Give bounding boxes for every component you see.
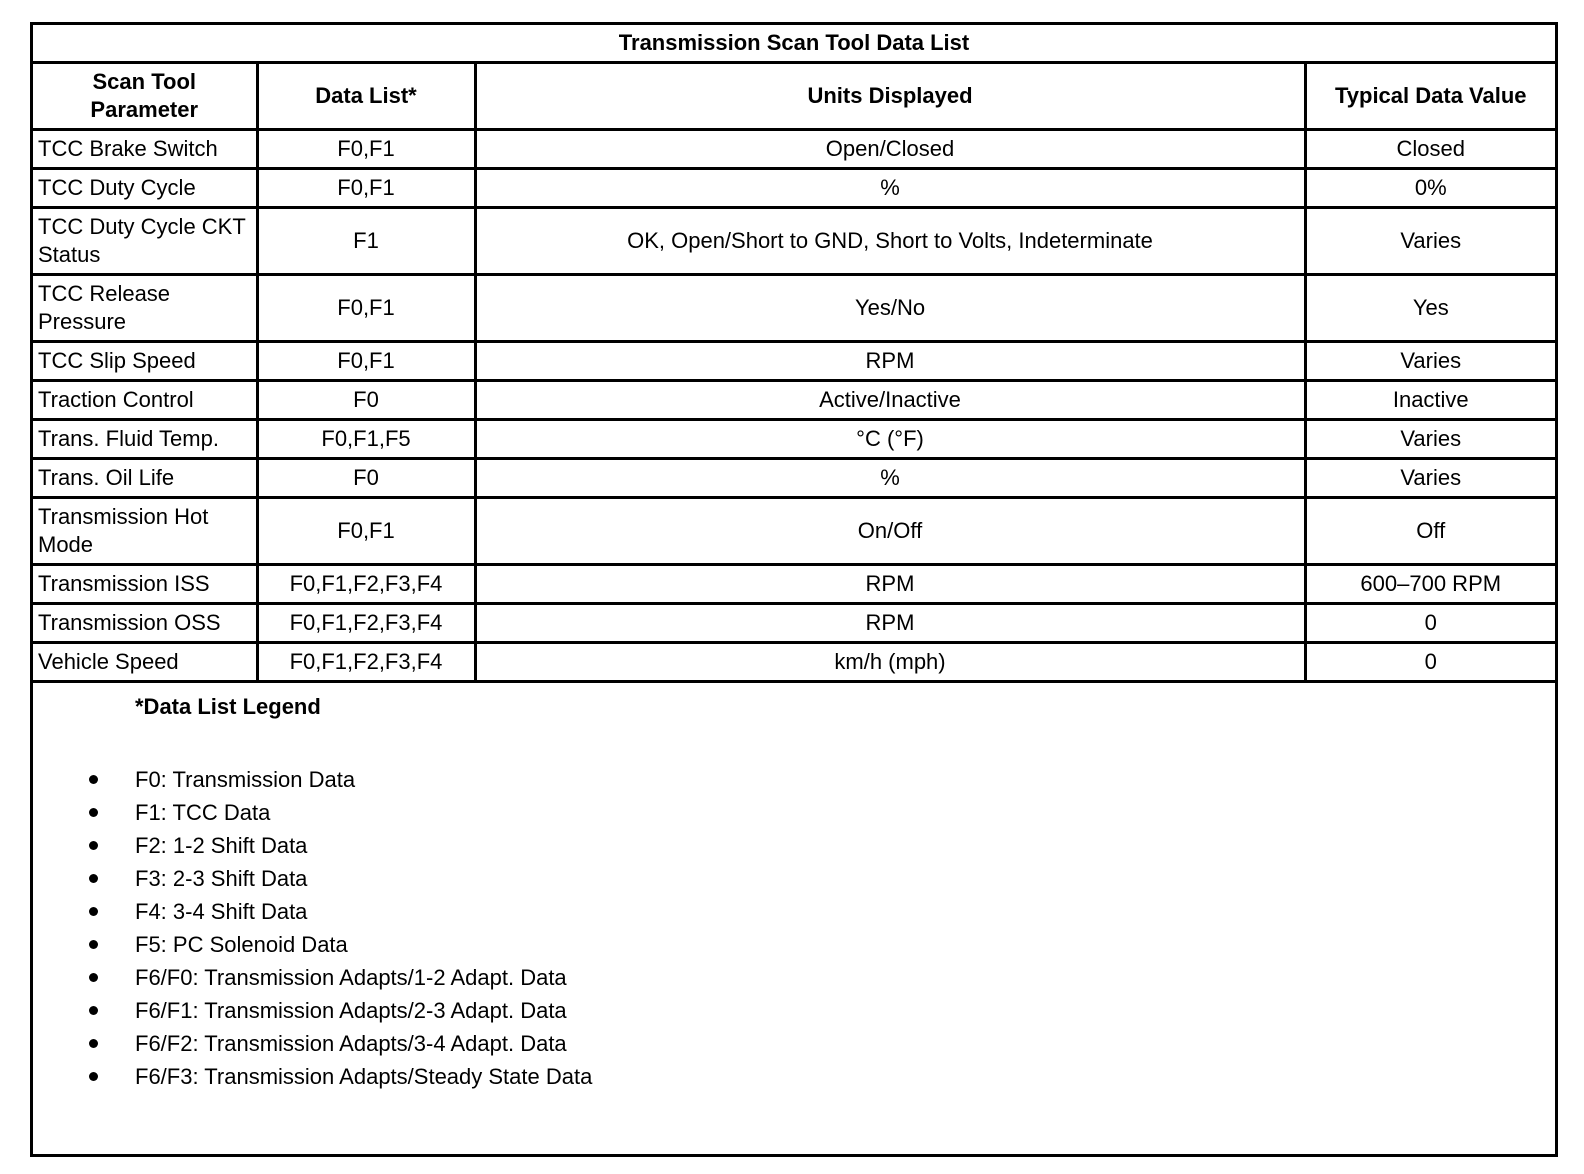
units-cell: km/h (mph) [475,643,1305,682]
param-cell: Transmission Hot Mode [33,498,257,565]
scan-tool-data-table [33,25,1555,683]
legend-item-text: F0: Transmission Data [135,767,356,792]
list-item [33,796,1555,829]
legend-item-text: F4: 3-4 Shift Data [135,899,308,924]
data-list-cell: F0,F1,F2,F3,F4 [257,565,475,604]
bullet-icon [89,1072,98,1081]
header-data-list: Data List* [257,63,475,130]
data-list-cell: F1 [257,208,475,275]
table-row [33,565,1555,604]
table-row [33,275,1555,342]
legend-item-text: F1: TCC Data [135,800,271,825]
table-title: Transmission Scan Tool Data List [33,25,1555,63]
bullet-icon [89,973,98,982]
data-list-cell: F0,F1 [257,169,475,208]
bullet-icon [89,1006,98,1015]
list-item [33,829,1555,862]
units-cell: OK, Open/Short to GND, Short to Volts, Indeterminate [475,208,1305,275]
table-row [33,604,1555,643]
legend-item-text: F6/F0: Transmission Adapts/1-2 Adapt. Data [135,965,567,990]
list-item [33,862,1555,895]
header-parameter: Scan Tool Parameter [33,63,257,130]
bullet-icon [89,940,98,949]
legend-list [33,763,1555,1093]
units-cell: % [475,459,1305,498]
table-row [33,208,1555,275]
param-cell: TCC Duty Cycle [33,169,257,208]
legend-title: *Data List Legend [135,694,321,719]
table-row [33,498,1555,565]
units-cell: °C (°F) [475,420,1305,459]
units-cell: RPM [475,342,1305,381]
units-cell: RPM [475,604,1305,643]
bullet-icon [89,907,98,916]
table-row [33,459,1555,498]
bullet-icon [89,841,98,850]
param-cell: Vehicle Speed [33,643,257,682]
param-cell: TCC Slip Speed [33,342,257,381]
table-row [33,381,1555,420]
units-cell: Yes/No [475,275,1305,342]
header-typical-value: Typical Data Value [1305,63,1555,130]
data-list-cell: F0,F1 [257,498,475,565]
typical-value-cell: 0% [1305,169,1555,208]
table-row [33,130,1555,169]
data-list-cell: F0,F1 [257,130,475,169]
units-cell: Active/Inactive [475,381,1305,420]
param-cell: Transmission ISS [33,565,257,604]
typical-value-cell: Varies [1305,459,1555,498]
units-cell: Open/Closed [475,130,1305,169]
legend-item-text: F6/F1: Transmission Adapts/2-3 Adapt. Data [135,998,567,1023]
typical-value-cell: Inactive [1305,381,1555,420]
typical-value-cell: Varies [1305,342,1555,381]
data-list-legend [33,683,1555,1093]
legend-item-text: F6/F3: Transmission Adapts/Steady State Data [135,1064,593,1089]
list-item [33,1027,1555,1060]
typical-value-cell: Varies [1305,208,1555,275]
list-item [33,994,1555,1027]
bullet-icon [89,775,98,784]
param-cell: Trans. Fluid Temp. [33,420,257,459]
param-cell: Transmission OSS [33,604,257,643]
param-cell: TCC Duty Cycle CKT Status [33,208,257,275]
typical-value-cell: Closed [1305,130,1555,169]
bullet-icon [89,808,98,817]
typical-value-cell: Varies [1305,420,1555,459]
legend-item-text: F2: 1-2 Shift Data [135,833,308,858]
bullet-icon [89,874,98,883]
param-cell: TCC Brake Switch [33,130,257,169]
typical-value-cell: Off [1305,498,1555,565]
param-cell: Trans. Oil Life [33,459,257,498]
data-list-cell: F0,F1,F5 [257,420,475,459]
data-list-cell: F0 [257,459,475,498]
table-row [33,342,1555,381]
typical-value-cell: Yes [1305,275,1555,342]
legend-item-text: F3: 2-3 Shift Data [135,866,308,891]
list-item [33,763,1555,796]
bullet-icon [89,1039,98,1048]
data-list-cell: F0,F1 [257,275,475,342]
units-cell: On/Off [475,498,1305,565]
param-cell: Traction Control [33,381,257,420]
legend-item-text: F5: PC Solenoid Data [135,932,348,957]
list-item [33,928,1555,961]
table-row [33,169,1555,208]
table-row [33,643,1555,682]
list-item [33,1060,1555,1093]
typical-value-cell: 0 [1305,643,1555,682]
data-list-cell: F0,F1 [257,342,475,381]
data-list-cell: F0,F1,F2,F3,F4 [257,604,475,643]
typical-value-cell: 600–700 RPM [1305,565,1555,604]
data-list-cell: F0,F1,F2,F3,F4 [257,643,475,682]
units-cell: % [475,169,1305,208]
table-row [33,420,1555,459]
list-item [33,961,1555,994]
header-units: Units Displayed [475,63,1305,130]
typical-value-cell: 0 [1305,604,1555,643]
document-sheet [30,22,1558,1157]
param-cell: TCC Release Pressure [33,275,257,342]
data-list-cell: F0 [257,381,475,420]
list-item [33,895,1555,928]
legend-item-text: F6/F2: Transmission Adapts/3-4 Adapt. Data [135,1031,567,1056]
units-cell: RPM [475,565,1305,604]
